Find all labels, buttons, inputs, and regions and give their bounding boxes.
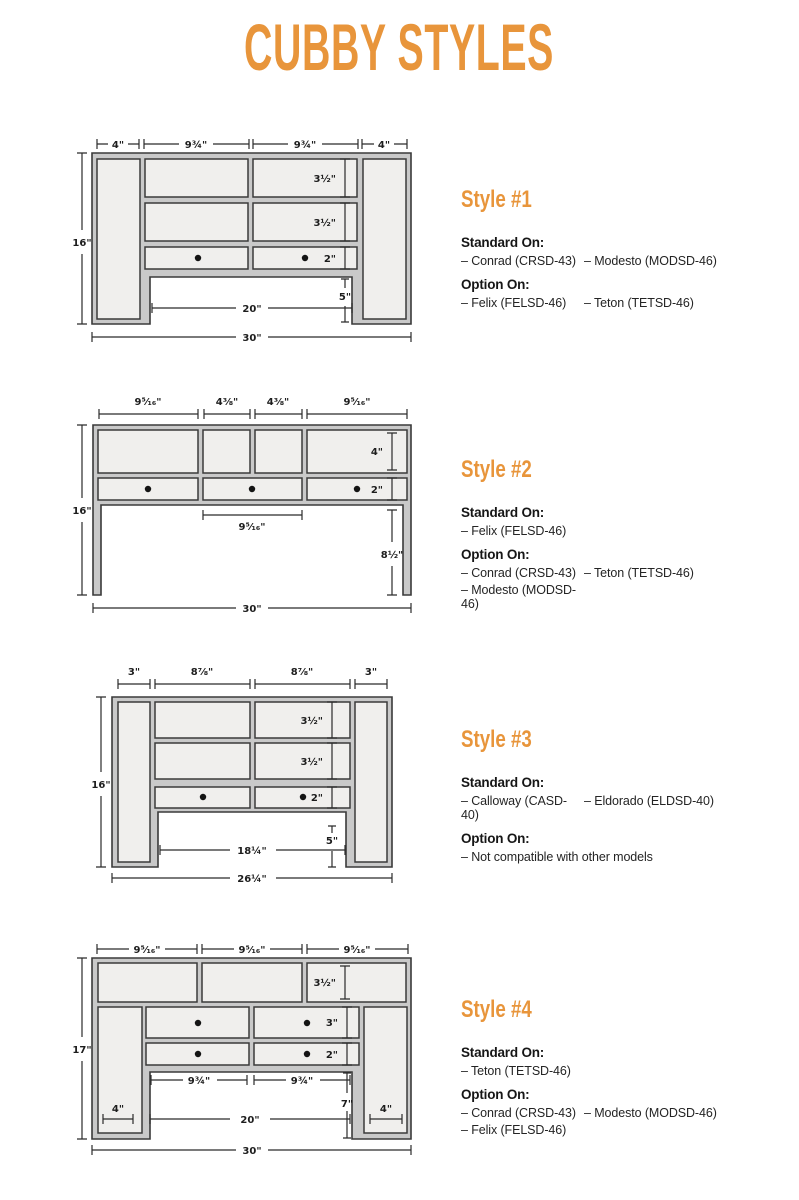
dim-label: 4" <box>370 447 383 458</box>
dim-kneehole-width <box>150 1114 350 1126</box>
standard-on-label: Standard On: <box>461 235 545 250</box>
model-item: – Modesto (MODSD-46) <box>461 583 576 611</box>
diagram-style-3 <box>80 660 420 895</box>
side-cubby-left <box>97 159 140 319</box>
cubby-cell <box>98 430 198 473</box>
model-item: – Conrad (CRSD-43) <box>461 254 576 268</box>
model-item: – Felix (FELSD-46) <box>461 296 567 310</box>
model-item: – Not compatible with other models <box>461 850 653 864</box>
dim-kneehole-height <box>326 826 338 867</box>
dim-top-widths <box>99 397 407 419</box>
dim-label: 3½" <box>313 978 336 989</box>
style-3-info <box>461 726 796 867</box>
style-heading: Style #4 <box>461 996 532 1023</box>
cubby-cell <box>202 963 302 1002</box>
cubby-cell <box>155 702 250 738</box>
dim-label: 9¾" <box>293 140 317 151</box>
dim-label: 30" <box>242 604 262 615</box>
dim-ticks <box>97 139 407 149</box>
dim-center-drawer-width <box>203 510 302 533</box>
dim-label: 2" <box>325 1050 338 1061</box>
dim-kneehole-height <box>339 279 351 322</box>
drawer-knob-dot <box>304 1020 310 1026</box>
model-item: – Calloway (CASD-40) <box>461 794 567 822</box>
cubby-cell <box>145 203 248 241</box>
dim-overall-width <box>112 873 392 885</box>
dim-top-widths <box>97 139 407 151</box>
drawer-knob-dot <box>195 255 201 261</box>
dim-kneehole-width <box>152 303 352 315</box>
model-item: – Conrad (CRSD-43) <box>461 1106 576 1120</box>
dim-kneehole-width <box>160 845 345 857</box>
model-item: – Teton (TETSD-46) <box>461 1064 571 1078</box>
standard-on-label: Standard On: <box>461 1045 545 1060</box>
dim-overall-width <box>93 603 411 615</box>
drawer-knob-dot <box>195 1020 201 1026</box>
style-heading: Style #1 <box>461 186 532 213</box>
dim-label: 4" <box>111 1104 125 1115</box>
dim-top-widths <box>118 667 387 689</box>
dim-label: 9⁵⁄₁₆" <box>343 945 371 956</box>
drawer-knob-dot <box>200 794 206 800</box>
model-row <box>461 566 796 580</box>
dim-label: 30" <box>242 1146 262 1157</box>
model-row <box>461 583 796 611</box>
dim-label: 30" <box>242 333 262 344</box>
cubby-cell <box>98 963 197 1002</box>
model-item: – Felix (FELSD-46) <box>461 524 567 538</box>
dim-label: 18¼" <box>237 846 267 857</box>
dim-label: 9⁵⁄₁₆" <box>343 397 371 408</box>
model-row <box>461 1064 796 1078</box>
drawer-knob-dot <box>195 1051 201 1057</box>
dim-label: 3½" <box>300 716 323 727</box>
dim-label: 3½" <box>313 218 336 229</box>
dim-overall-height <box>72 958 91 1139</box>
dim-label: 20" <box>242 304 262 315</box>
dim-label: 2" <box>370 485 383 496</box>
model-row <box>461 1123 796 1137</box>
model-row <box>461 296 796 310</box>
model-item: – Conrad (CRSD-43) <box>461 566 576 580</box>
option-on-label: Option On: <box>461 831 530 846</box>
cubby-cell <box>253 203 357 241</box>
dim-overall-height <box>72 425 91 595</box>
dim-label: 4⅜" <box>215 397 239 408</box>
cubby-cell <box>203 430 250 473</box>
dim-label: 9¾" <box>187 1076 211 1087</box>
drawer-knob-dot <box>302 255 308 261</box>
drawer-knob-dot <box>354 486 360 492</box>
model-item: – Eldorado (ELDSD-40) <box>584 794 714 808</box>
standard-on-label: Standard On: <box>461 775 545 790</box>
dim-label: 20" <box>240 1115 260 1126</box>
dim-label: 8⅞" <box>290 667 314 678</box>
cubby-cell <box>155 743 250 779</box>
model-row <box>461 794 796 822</box>
dim-leg-height <box>381 510 404 595</box>
dim-label: 9⁵⁄₁₆" <box>238 522 266 533</box>
dim-label: 16" <box>72 506 92 517</box>
dim-label: 3" <box>127 667 141 678</box>
dim-drawer-width-left <box>151 1075 247 1087</box>
dim-label: 5" <box>338 292 352 303</box>
cubby-cell <box>253 159 357 197</box>
dim-label: 9¾" <box>290 1076 314 1087</box>
dim-label: 7" <box>340 1099 354 1110</box>
dim-label: 9⁵⁄₁₆" <box>134 397 162 408</box>
dim-label: 2" <box>310 793 323 804</box>
model-item: – Modesto (MODSD-46) <box>584 254 717 268</box>
dim-label: 8½" <box>380 550 404 561</box>
side-cubby-right <box>363 159 406 319</box>
dim-overall-height <box>91 697 110 867</box>
side-cubby-left <box>118 702 150 862</box>
side-cubby-right <box>355 702 387 862</box>
dim-label: 9⁵⁄₁₆" <box>133 945 161 956</box>
dim-label: 4" <box>379 1104 393 1115</box>
style-heading: Style #2 <box>461 456 532 483</box>
dim-label: 3" <box>325 1018 338 1029</box>
model-item: – Modesto (MODSD-46) <box>584 1106 717 1120</box>
dim-label: 4⅜" <box>266 397 290 408</box>
dim-label: 17" <box>72 1045 92 1056</box>
page-title-area <box>0 0 799 84</box>
drawer-knob-dot <box>304 1051 310 1057</box>
dim-label: 8⅞" <box>190 667 214 678</box>
cubby-cell <box>145 159 248 197</box>
standard-on-label: Standard On: <box>461 505 545 520</box>
model-item: – Felix (FELSD-46) <box>461 1123 567 1137</box>
dim-drawer-width-right <box>254 1075 350 1087</box>
dim-line <box>203 510 302 520</box>
dim-label: 2" <box>323 254 336 265</box>
cubby-cell <box>255 430 302 473</box>
dim-label: 3" <box>364 667 378 678</box>
dim-overall-height <box>72 153 91 324</box>
option-on-label: Option On: <box>461 1087 530 1102</box>
model-row <box>461 850 796 864</box>
dim-top-widths <box>97 944 408 956</box>
style-1-info <box>461 186 796 313</box>
drawer-knob-dot <box>300 794 306 800</box>
dim-label: 3½" <box>313 174 336 185</box>
dim-label: 9⁵⁄₁₆" <box>238 945 266 956</box>
diagram-style-4 <box>60 935 430 1175</box>
drawer-knob-dot <box>249 486 255 492</box>
model-row <box>461 524 796 538</box>
dim-label: 4" <box>111 140 125 151</box>
dim-label: 5" <box>325 836 339 847</box>
dim-overall-width <box>92 332 411 344</box>
style-2-info <box>461 456 796 614</box>
style-4-info <box>461 996 796 1140</box>
dim-label: 16" <box>91 780 111 791</box>
drawer-knob-dot <box>145 486 151 492</box>
option-on-label: Option On: <box>461 547 530 562</box>
page-title: CUBBY STYLES <box>244 10 554 84</box>
dim-label: 9¾" <box>184 140 208 151</box>
dim-label: 16" <box>72 238 92 249</box>
diagram-style-2 <box>60 390 430 625</box>
dim-label: 26¼" <box>237 874 267 885</box>
dim-overall-width <box>92 1145 411 1157</box>
model-item: – Teton (TETSD-46) <box>584 296 694 310</box>
dim-label: 3½" <box>300 757 323 768</box>
style-heading: Style #3 <box>461 726 532 753</box>
dim-label: 4" <box>377 140 391 151</box>
model-row <box>461 254 796 268</box>
model-item: – Teton (TETSD-46) <box>584 566 694 580</box>
option-on-label: Option On: <box>461 277 530 292</box>
diagram-style-1 <box>60 125 430 360</box>
model-row <box>461 1106 796 1120</box>
